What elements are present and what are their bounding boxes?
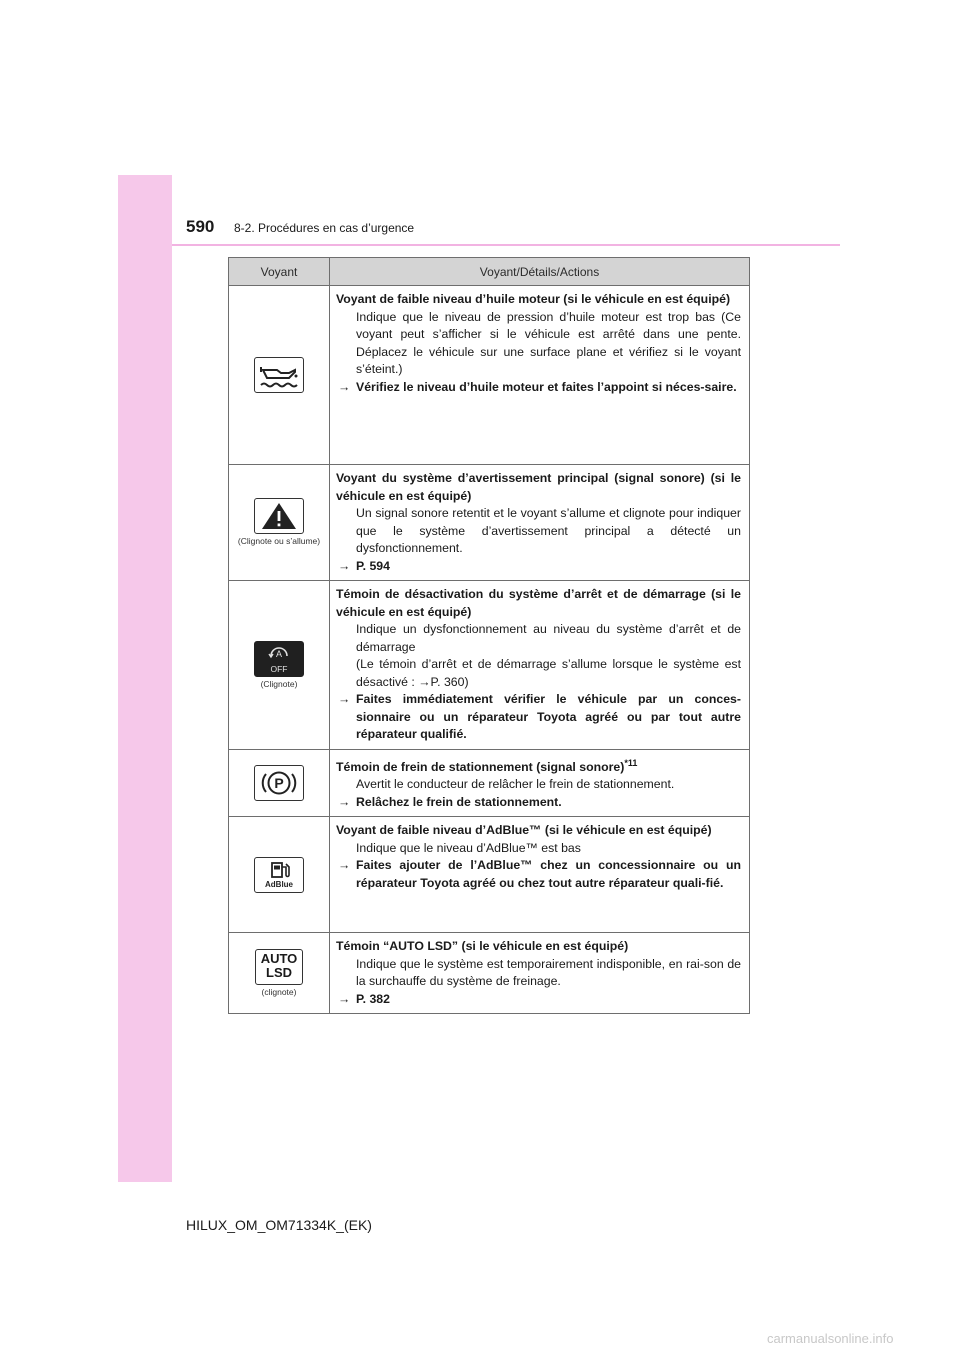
details-cell: [330, 749, 750, 817]
icon-cell: [229, 749, 330, 817]
svg-text:AdBlue: AdBlue: [265, 879, 293, 889]
light-note: (Le témoin d’arrêt et de démarrage s’allume lorsque le système est désactivé : →P. 360): [356, 657, 741, 689]
icon-cell: [229, 933, 330, 1014]
details-cell: [330, 817, 750, 933]
light-action: → Faites ajouter de l’AdBlue™ chez un concessionnaire ou un réparateur Toyota agréé ou chez tout autre réparateur quali-fié.: [338, 858, 741, 890]
page-reference: → P. 382: [338, 991, 390, 1006]
icon-caption: (Clignote ou s’allume): [237, 536, 321, 547]
details-cell: [330, 581, 750, 750]
light-title: Voyant de faible niveau d’huile moteur (si le véhicule en est équipé): [336, 292, 731, 306]
light-title: Témoin de frein de stationnement (signal sonore)$^{*11}$: [336, 757, 638, 774]
table-row: [229, 465, 750, 581]
parking-brake-icon: [254, 765, 304, 801]
light-action: → Relâchez le frein de stationnement.: [338, 794, 562, 809]
header-divider: [172, 244, 840, 246]
icon-caption: (clignote): [261, 986, 297, 997]
light-title: Témoin “AUTO LSD” (si le véhicule en est équipé): [336, 939, 629, 954]
svg-text:OFF: OFF: [270, 663, 288, 674]
light-description: Indique que le niveau de pression d’huile moteur est trop bas (Ce voyant peut s’afficher si le véhicule est arrêté dans une pente. Déplacez le véhicule sur une surface plane et vérifiez si le voyant s’éteint.): [356, 309, 741, 376]
section-title: 8-2. Procédures en cas d’urgence: [234, 221, 415, 235]
details-cell: [330, 465, 750, 581]
adblue-level-icon: [254, 857, 304, 893]
icon-cell: [229, 286, 330, 465]
column-header-icon: Voyant: [229, 258, 330, 286]
column-header-details: Voyant/Détails/Actions: [330, 258, 750, 286]
warning-lights-table: [228, 257, 750, 1014]
table-row: [229, 817, 750, 933]
oil-pressure-icon: [254, 357, 304, 393]
auto-lsd-icon: AUTO LSD: [255, 949, 303, 985]
table-row: [229, 581, 750, 750]
light-description: Un signal sonore retentit et le voyant s’allume et clignote pour indiquer que le système d’avertissement principal a détecté un dysfonctionnement.: [356, 506, 741, 555]
chapter-sidebar-tab: [118, 175, 172, 1182]
page-reference: → P. 594: [338, 558, 390, 573]
icon-cell: [229, 465, 330, 581]
table-row: [229, 933, 750, 1014]
icon-cell: [229, 581, 330, 750]
light-description: Avertit le conducteur de relâcher le frein de stationnement.: [356, 777, 675, 792]
stop-start-off-icon: [254, 641, 304, 677]
table-header-row: [229, 258, 750, 286]
svg-text:A: A: [275, 648, 283, 659]
details-cell: [330, 933, 750, 1014]
light-action: → Faites immédiatement vérifier le véhicule par un conces-sionnaire ou un réparateur Toyota agréé ou par tout autre réparateur qualifié.: [338, 692, 741, 741]
details-cell: [330, 286, 750, 465]
light-action: → Vérifiez le niveau d’huile moteur et faites l’appoint si néces-saire.: [338, 379, 737, 394]
page-number: 590: [186, 217, 215, 236]
light-title: Voyant de faible niveau d’AdBlue™ (si le véhicule en est équipé): [336, 823, 712, 838]
icon-caption: (Clignote): [260, 678, 298, 689]
svg-text:P: P: [274, 774, 284, 791]
table-row: [229, 749, 750, 817]
light-title: Témoin de désactivation du système d’arrêt et de démarrage (si le véhicule en est équipé): [336, 587, 741, 619]
light-description: Indique que le système est temporairement indisponible, en rai-son de la surchauffe du système de freinage.: [356, 956, 741, 989]
light-title: Voyant du système d’avertissement principal (signal sonore) (si le véhicule en est équipé): [336, 471, 741, 503]
manual-code: HILUX_OM_OM71334K_(EK): [186, 1217, 372, 1233]
table-row: [229, 286, 750, 465]
master-warning-icon: [254, 498, 304, 534]
light-description: Indique un dysfonctionnement au niveau du système d’arrêt et de démarrage: [356, 622, 741, 654]
watermark: carmanualsonline.info: [767, 1331, 894, 1346]
light-description: Indique que le niveau d’AdBlue™ est bas: [356, 840, 581, 855]
icon-cell: [229, 817, 330, 933]
